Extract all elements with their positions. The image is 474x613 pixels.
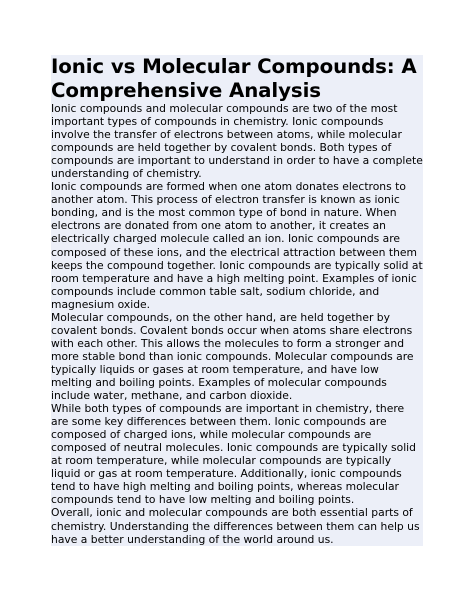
paragraph-conclusion: Overall, ionic and molecular compounds are both essential parts of chemistry. Understanding the differences between them can help us have a better understanding of the world around us. [51, 506, 420, 546]
document-title: Ionic vs Molecular Compounds: A Comprehensive Analysis [51, 55, 417, 102]
paragraph-key-differences: While both types of compounds are important in chemistry, there are some key differences between them. Ionic compounds are composed of charged ions, while molecular compounds are composed of neutral molecules. Ionic compounds are typically solid at room temperature, while molecular compounds are typically liquid or gas at room temperature. Additionally, ionic compounds tend to have high melting and boiling points, whereas molecular compounds tend to have low melting and boiling points. [51, 402, 416, 507]
paragraph-intro: Ionic compounds and molecular compounds are two of the most important types of compounds in chemistry. Ionic compounds involve the transfer of electrons between atoms, while molecular compounds are held together by covalent bonds. Both types of compounds are important to understand in order to have a complete understanding of chemistry. [51, 102, 423, 181]
paragraph-molecular-compounds: Molecular compounds, on the other hand, are held together by covalent bonds. Covalent bonds occur when atoms share electrons with each other. This allows the molecules to form a stronger and more stable bond than ionic compounds. Molecular compounds are typically liquids or gases at room temperature, and have low melting and boiling points. Examples of molecular compounds include water, methane, and carbon dioxide. [51, 310, 414, 403]
paragraph-ionic-compounds: Ionic compounds are formed when one atom donates electrons to another atom. This process of electron transfer is known as ionic bonding, and is the most common type of bond in nature. When electrons are donated from one atom to another, it creates an electrically charged molecule called an ion. Ionic compounds are composed of these ions, and the electrical attraction between them keeps the compound together. Ionic compounds are typically solid at room temperature and have a high melting point. Examples of ionic compounds include common table salt, sodium chloride, and magnesium oxide. [51, 180, 423, 311]
document-page [51, 55, 423, 546]
